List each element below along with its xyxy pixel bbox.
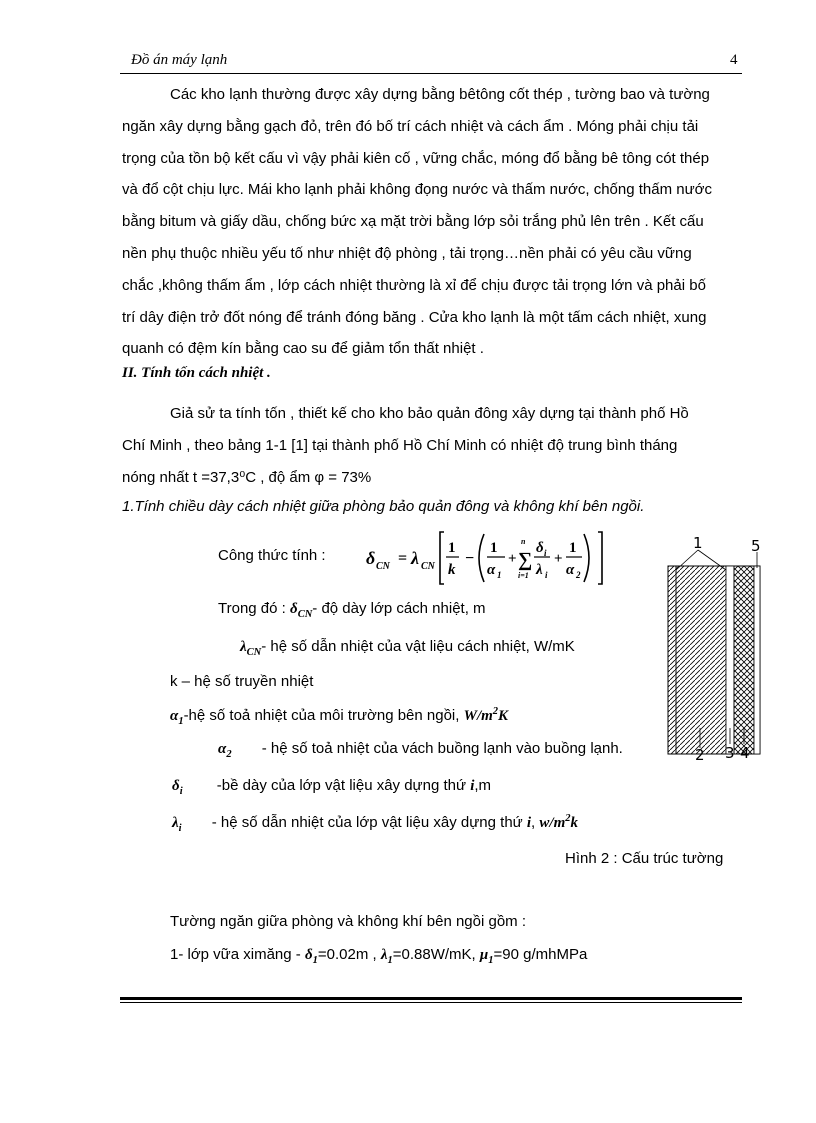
formula-one: 1 [448, 540, 456, 556]
formula-label: Công thức tính : [218, 547, 326, 564]
figure-caption: Hình 2 : Cấu trúc tường [565, 850, 724, 867]
definition-lambda-i: $\lambda_i$ - hệ số dẫn nhiệt của lớp vật liệu xây dựng thứ i, $w/m^2k$ [172, 813, 578, 834]
definition-alpha2: $\alpha_2$ - hệ số toả nhiệt của vách buồng lạnh vào buồng lạnh. [218, 740, 623, 760]
figure-label-4: 4 [740, 744, 750, 760]
wall-layer-2 [676, 566, 726, 754]
formula-one-3: 1 [569, 540, 577, 556]
formula-sum-top: n [521, 537, 526, 546]
header-divider [120, 73, 742, 74]
paragraph-line: trọng của tồn bộ kết cấu vì vậy phải kiên cố , vững chắc, móng đổ bằng bê tông cót thép [122, 149, 710, 167]
formula-lhs: δ [366, 548, 376, 568]
formula-lambda-i: λ [536, 562, 543, 578]
formula-lhs-sub: CN [376, 561, 390, 572]
paragraph-line: trí dây điện trở đốt nóng để tránh đóng băng . Cửa kho lạnh là một tấm cách nhiệt, xung [122, 308, 707, 326]
definition-lambda-cn: $\lambda_{CN}-$ hệ số dẫn nhiệt của vật liệu cách nhiệt, W/mK [240, 638, 575, 658]
formula-alpha2-sub: 2 [576, 570, 581, 580]
wall-layer-5 [754, 566, 760, 754]
wall-layer-3 [726, 566, 734, 754]
paragraph-line: nền phụ thuộc nhiều yếu tố như nhiệt độ phòng , tải trọng…nền phải có yêu cầu vững [122, 244, 692, 262]
figure-label-2: 2 [695, 746, 705, 760]
paragraph-line: và đổ cột chịu lực. Mái kho lạnh phải không đọng nước và thấm nước, chống thấm nước [122, 181, 712, 199]
paragraph-line: bằng bitum và giấy dầu, chống bức xạ mặt trời bằng lớp sỏi trắng phủ lên trên . Kết cấu [122, 213, 704, 231]
paragraph-line: Giả sử ta tính tốn , thiết kế cho kho bảo quản đông xây dựng tại thành phố Hồ [170, 405, 689, 422]
formula-alpha2: α [566, 562, 575, 578]
svg-text:+: + [508, 551, 517, 567]
svg-text:−: − [465, 550, 475, 567]
figure-label-3: 3 [725, 744, 735, 760]
definition-k: k – hệ số truyền nhiệt [170, 673, 314, 690]
formula-one-2: 1 [490, 540, 498, 556]
figure-label-5: 5 [751, 537, 761, 555]
svg-text:+: + [554, 551, 563, 567]
wall-layer-1 [668, 566, 676, 754]
formula-rhs-coef-sub: CN [421, 561, 435, 572]
paragraph-line: chắc ,không thấm ẩm , lớp cách nhiệt thường là xỉ để chịu được tải trọng lớn và phải bố [122, 276, 706, 294]
definition-delta-i: $\delta_i$ -bề dày của lớp vật liệu xây dựng thứ i,m [172, 777, 492, 797]
formula-k: k [448, 562, 456, 578]
paragraph-line: nóng nhất t =37,3⁰C , độ ẩm φ = 73% [122, 469, 372, 486]
formula-alpha1: α [487, 562, 496, 578]
formula-delta-i-sub: i [544, 548, 547, 558]
paragraph-line: ngăn xây dựng bằng gạch đỏ, trên đó bố trí cách nhiệt và cách ẩm . Móng phải chịu tải [122, 117, 699, 135]
wall-layers-intro: Tường ngăn giữa phòng và không khí bên ngồi gồm : [170, 913, 526, 930]
formula-alpha1-sub: 1 [497, 570, 502, 580]
section-heading: II. Tính tốn cách nhiệt . [122, 365, 271, 381]
svg-text:∑: ∑ [518, 549, 533, 571]
formula-lambda-i-sub: i [545, 570, 548, 580]
formula-sum-bottom: i=1 [518, 571, 529, 580]
wall-structure-figure [660, 530, 770, 760]
svg-text:=: = [398, 550, 408, 567]
wall-layer-1-spec: 1- lớp vữa ximăng - $\delta_1=0.02m$ , $\lambda_1=0.88W/mK$, $\mu_1=90$ g/mhMPa [170, 946, 588, 966]
definition-alpha1: $\alpha_1-hệ$ số toả nhiệt của môi trường bên ngồi, $W/m^2K$ [170, 706, 509, 727]
intro-paragraph [122, 79, 742, 365]
paragraph-line: Chí Minh , theo bảng 1-1 [1] tại thành phố Hồ Chí Minh có nhiệt độ trung bình tháng [122, 437, 678, 454]
footer-rule-thin [120, 1002, 742, 1003]
figure-label-1: 1 [693, 534, 703, 552]
paragraph-line: Các kho lạnh thường được xây dựng bằng bêtông cốt thép , tường bao và tường [170, 86, 710, 103]
sub-heading: 1.Tính chiều dày cách nhiệt giữa phòng bảo quản đông và không khí bên ngồi. [122, 498, 645, 515]
footer-rule-thick [120, 997, 742, 1000]
formula-rhs-coef: λ [411, 548, 419, 568]
section-paragraph [122, 398, 742, 494]
paragraph-line: quanh có đệm kín bằng cao su để giảm tổn thất nhiệt . [122, 340, 484, 358]
definition-delta-cn: Trong đó : $\delta_{CN}-$ độ dày lớp cách nhiệt, m [218, 600, 486, 620]
formula-delta-i: δ [536, 540, 544, 556]
wall-layer-4 [734, 566, 754, 754]
formula-equation [366, 526, 606, 588]
header-title: Đồ án máy lạnh [131, 52, 228, 68]
page-number: 4 [730, 52, 738, 68]
